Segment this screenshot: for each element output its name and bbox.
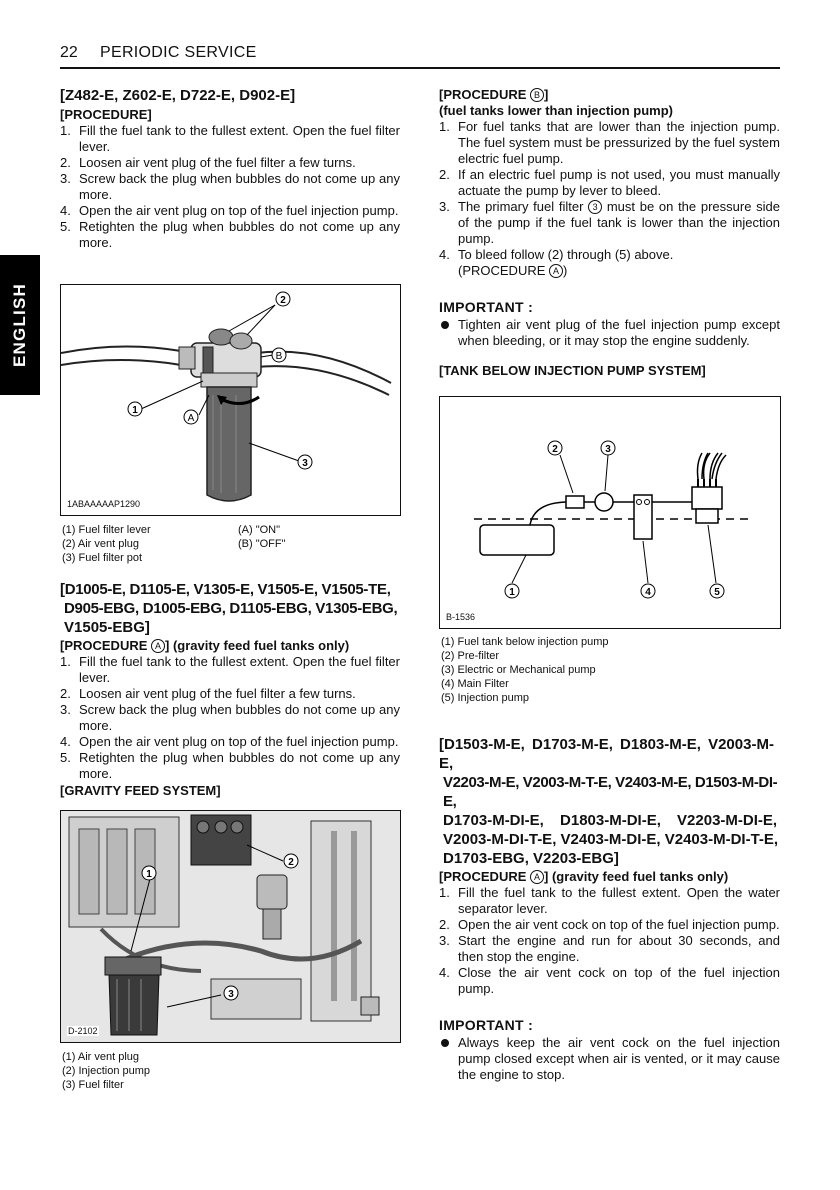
procedure-3-steps	[439, 885, 780, 997]
fuel-filter-captions	[62, 523, 398, 565]
section-z482	[60, 86, 400, 251]
svg-text:1: 1	[509, 587, 515, 598]
svg-text:2: 2	[280, 295, 286, 306]
procedure-3-heading: [PROCEDURE A ] (gravity feed fuel tanks only)	[439, 869, 729, 884]
language-tab	[0, 255, 40, 395]
callout-1	[505, 584, 519, 598]
caption: (5) Injection pump	[441, 692, 530, 704]
caption: (1) Air vent plug	[62, 1051, 140, 1063]
step: 1. Fill the fuel tank to the fullest extent. Open the fuel filter lever.	[60, 654, 400, 685]
callout-2	[284, 854, 298, 868]
step: 5. Retighten the plug when bubbles do not come up any more.	[60, 750, 400, 781]
svg-text:5: 5	[714, 587, 720, 598]
callout-3	[298, 455, 312, 469]
important-note-1: Tighten air vent plug of the fuel injection pump except when bleeding, or it may stop the engine suddenly.	[439, 317, 780, 349]
svg-text:3: 3	[605, 444, 611, 455]
svg-text:2: 2	[552, 444, 558, 455]
engine-photo	[61, 811, 400, 1042]
svg-text:A: A	[187, 413, 195, 424]
gravity-feed-figure	[60, 810, 401, 1043]
callout-b	[272, 348, 286, 362]
procedure-heading-1: [PROCEDURE]	[60, 107, 152, 122]
callout-2	[548, 441, 562, 455]
model-heading-1: [Z482-E, Z602-E, D722-E, D902-E]	[60, 87, 296, 104]
model-heading-3: V2003-M-DI-T-E, V2403-M-DI-E, V2403-M-DI-T-E,	[443, 831, 779, 848]
svg-text:4: 4	[645, 587, 651, 598]
step: 3. Start the engine and run for about 30 seconds, and then stop the engine.	[439, 933, 780, 964]
procedure-1-steps	[60, 123, 400, 251]
step: 4. Close the air vent cock on top of the fuel injection pump.	[439, 965, 780, 996]
svg-text:3: 3	[302, 458, 308, 469]
step: 4. Open the air vent plug on top of the fuel injection pump.	[60, 203, 399, 218]
figure-code: D-2102	[68, 1026, 98, 1036]
procedure-heading-2: [PROCEDURE A ] (gravity feed fuel tanks only)	[60, 638, 350, 653]
step: 3. The primary fuel filter 3 must be on the pressure side of the pump if the fuel tank is lower than the injection pump.	[439, 199, 781, 246]
procedure-b-steps	[439, 119, 780, 279]
procedure-2-steps	[60, 654, 400, 782]
model-heading-3: D1703-EBG, V2203-EBG]	[443, 850, 619, 867]
callout-1	[142, 866, 156, 880]
caption: (3) Electric or Mechanical pump	[441, 664, 596, 676]
step: 1. Fill the fuel tank to the fullest extent. Open the fuel filter lever.	[60, 123, 400, 154]
model-heading-3: D1703-M-DI-E, D1803-M-DI-E, V2203-M-DI-E,	[443, 812, 778, 829]
model-heading-2: [D1005-E, D1105-E, V1305-E, V1505-E, V1505-TE,	[60, 581, 391, 598]
callout-2	[276, 292, 290, 306]
fuel-filter-figure	[60, 284, 401, 516]
procedure-b-heading: [PROCEDURE B ]	[439, 87, 549, 102]
callout-4	[641, 584, 655, 598]
step: 1. For fuel tanks that are lower than the injection pump. The fuel system must be pressurized by the fuel system electric fuel pump.	[439, 119, 780, 166]
step: 2. Loosen air vent plug of the fuel filter a few turns.	[60, 686, 356, 701]
svg-text:1: 1	[132, 405, 138, 416]
svg-text:1: 1	[146, 869, 152, 880]
step: 4. To bleed follow (2) through (5) above. (PROCEDURE A )	[439, 247, 674, 278]
figure-code: 1ABAAAAAP1290	[67, 499, 141, 509]
caption: (B) "OFF"	[238, 538, 286, 550]
step: 3. Screw back the plug when bubbles do not come up any more.	[60, 702, 400, 733]
page-number: 22	[60, 44, 78, 61]
step: 5. Retighten the plug when bubbles do not come up any more.	[60, 219, 400, 250]
callout-3	[601, 441, 615, 455]
model-heading-2: V1505-EBG]	[64, 619, 150, 636]
section-procedure-b	[439, 87, 780, 379]
tank-below-captions	[441, 635, 609, 705]
header-rule	[60, 67, 780, 69]
caption: (2) Air vent plug	[62, 538, 140, 550]
language-tab-label: ENGLISH	[10, 283, 29, 367]
step: 4. Open the air vent plug on top of the fuel injection pump.	[60, 734, 399, 749]
section-d1005	[60, 580, 400, 799]
step: 2. If an electric fuel pump is not used, you must manually actuate the pump by lever to bleed.	[439, 167, 780, 198]
fuel-filter-illustration	[61, 285, 400, 515]
important-heading-2: IMPORTANT :	[439, 1017, 534, 1033]
caption: (1) Fuel filter lever	[62, 524, 151, 536]
caption: (2) Pre-filter	[441, 650, 500, 662]
gravity-feed-heading: [GRAVITY FEED SYSTEM]	[60, 783, 221, 798]
step: 2. Loosen air vent plug of the fuel filter a few turns.	[60, 155, 356, 170]
important-heading-1: IMPORTANT :	[439, 299, 534, 315]
callout-5	[710, 584, 724, 598]
svg-text:B: B	[275, 351, 283, 362]
caption: (4) Main Filter	[441, 678, 509, 690]
model-heading-3: [D1503-M-E, D1703-M-E, D1803-M-E, V2003-M-E,	[439, 736, 774, 772]
step: 1. Fill the fuel tank to the fullest extent. Open the water separator lever.	[439, 885, 780, 916]
gravity-feed-captions	[62, 1050, 150, 1092]
step: 2. Open the air vent cock on top of the fuel injection pump.	[439, 917, 780, 932]
model-heading-2: D905-EBG, D1005-EBG, D1105-EBG, V1305-EBG,	[64, 600, 398, 617]
callout-1	[128, 402, 142, 416]
tank-below-schematic	[440, 397, 780, 628]
section-d1503	[439, 735, 780, 1083]
caption: (1) Fuel tank below injection pump	[441, 636, 609, 648]
svg-text:2: 2	[288, 857, 294, 868]
important-note-2: Always keep the air vent cock on the fuel injection pump closed except when air is vented, or it may cause the engine to stop.	[439, 1035, 780, 1083]
caption: (2) Injection pump	[62, 1065, 151, 1077]
callout-a	[184, 410, 198, 424]
tank-below-figure	[439, 396, 781, 629]
section-title: PERIODIC SERVICE	[100, 44, 257, 61]
figure-code: B-1536	[446, 612, 476, 622]
step: 3. Screw back the plug when bubbles do not come up any more.	[60, 171, 400, 202]
caption: (3) Fuel filter pot	[62, 552, 143, 564]
callout-3	[224, 986, 238, 1000]
procedure-b-subheading: (fuel tanks lower than injection pump)	[439, 103, 674, 118]
caption: (A) "ON"	[238, 524, 281, 536]
caption: (3) Fuel filter	[62, 1079, 124, 1091]
tank-below-heading: [TANK BELOW INJECTION PUMP SYSTEM]	[439, 363, 706, 378]
svg-text:3: 3	[228, 989, 234, 1000]
model-heading-3: V2203-M-E, V2003-M-T-E, V2403-M-E, D1503-M-DI-E,	[443, 774, 778, 810]
